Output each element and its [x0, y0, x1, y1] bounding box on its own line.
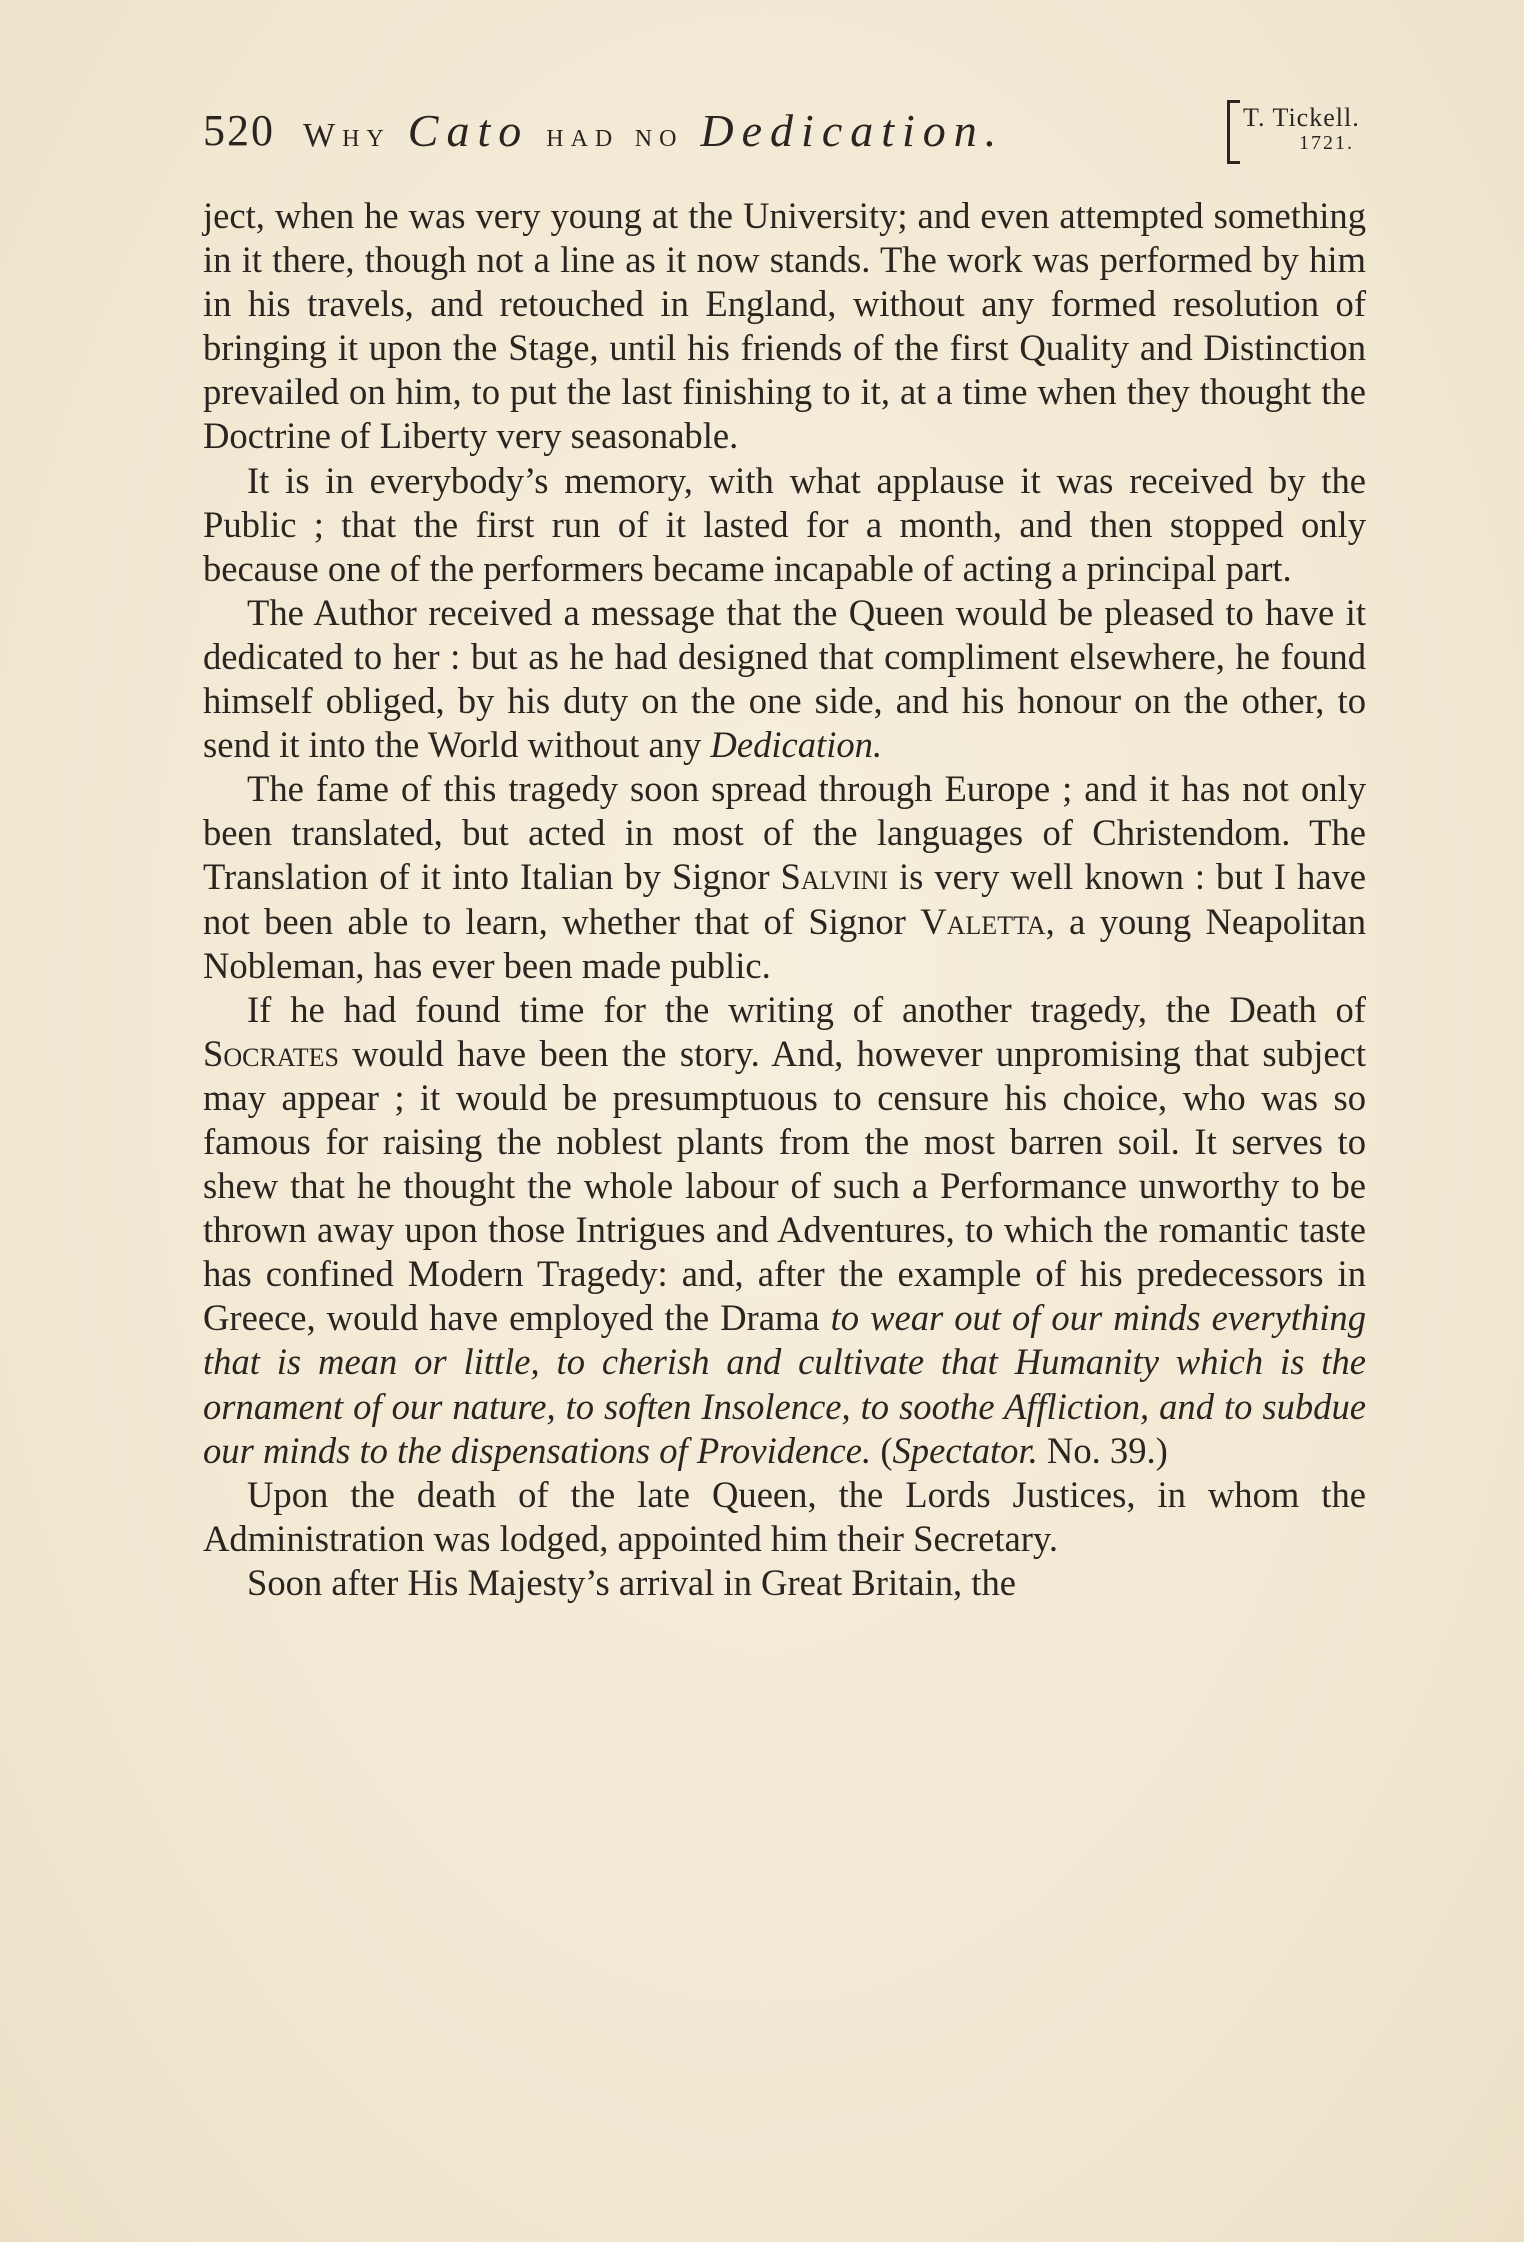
bracket-mark [1227, 100, 1240, 164]
page-number: 520 [203, 106, 275, 155]
paragraph-text: The Author received a message that the Queen would be pleased to have it dedicated to her : but as he had designed that compliment elsewhere, he found himself obliged, by his duty on the one side, and his honour on the other, to send it into the World without any [203, 591, 1366, 766]
paragraph-text: If he had found time for the writing of another tragedy, the Death of [247, 988, 1366, 1030]
title-word-dedication: Dedication. [700, 105, 1005, 156]
author-year-bracket [1227, 100, 1373, 162]
paragraph-text: The fame of this tragedy soon spread through Europe ; and it has not only been translated, but acted in most of the languages of Christendom. The Translation of it into Italian by Signor [203, 768, 1366, 898]
paragraph-text: is very well known : but I have not been able to learn, whether that of Signor [203, 856, 1366, 942]
paragraph [203, 767, 1366, 987]
quotation: to wear out of our minds everything that is mean or little, to cherish and cultivate that Humanity which is the ornament of our nature, to soften Insolence, to soothe Affliction, and to subdue our minds to the dispensations of Providence. [203, 1297, 1366, 1471]
running-header [203, 96, 1373, 166]
running-title [303, 96, 1004, 171]
name-salvini: Salvini [780, 856, 888, 898]
paragraph-text: a young Neapolitan Nobleman, has ever been made public. [203, 900, 1366, 986]
italic-text: Dedication. [710, 724, 883, 766]
citation-source: Spectator. [892, 1429, 1038, 1471]
author-name: T. Tickell. [1243, 103, 1360, 132]
paragraph-text: would have been the story. And, however unpromising that subject may appear ; it would be presumptuous to censure his choice, who was so famous for raising the noblest plants from the most barren soil. It serves to shew that he thought the whole labour of such a Performance unworthy to be thrown away upon those Intrigues and Adventures, to which the romantic taste has confined Modern Tragedy: and, after the example of his predecessors in Greece, would have employed the Drama [203, 1032, 1366, 1339]
paragraph: Soon after His Majesty’s arrival in Great Britain, the [247, 1561, 1016, 1603]
body-text [203, 194, 1366, 1605]
name-socrates: Socrates [203, 1032, 339, 1074]
title-word-cato: Cato [407, 105, 530, 156]
title-words-had-no: had no [546, 117, 684, 154]
paragraph [203, 591, 1366, 767]
paragraph: Upon the death of the late Queen, the Lords Justices, in whom the Administration was lodged, appointed him their Secretary. [203, 1473, 1366, 1559]
name-valetta: Valetta, [920, 900, 1055, 942]
title-word-why: Why [303, 117, 391, 154]
paragraph: It is in everybody’s memory, with what applause it was received by the Public ; that the first run of it lasted for a month, and then stopped only because one of the performers became incapable of acting a principal part. [203, 459, 1366, 589]
paragraph-text: ( [871, 1429, 893, 1471]
paragraph: ject, when he was very young at the University; and even attempted something in it there, though not a line as it now stands. The work was performed by him in his travels, and retouched in England, without any formed resolution of bringing it upon the Stage, until his friends of the first Quality and Distinction prevailed on him, to put the last finishing to it, at a time when they thought the Doctrine of Liberty very seasonable. [203, 195, 1366, 457]
paragraph [203, 988, 1366, 1473]
year: 1721. [1299, 132, 1354, 154]
citation-number: No. 39.) [1037, 1429, 1168, 1471]
